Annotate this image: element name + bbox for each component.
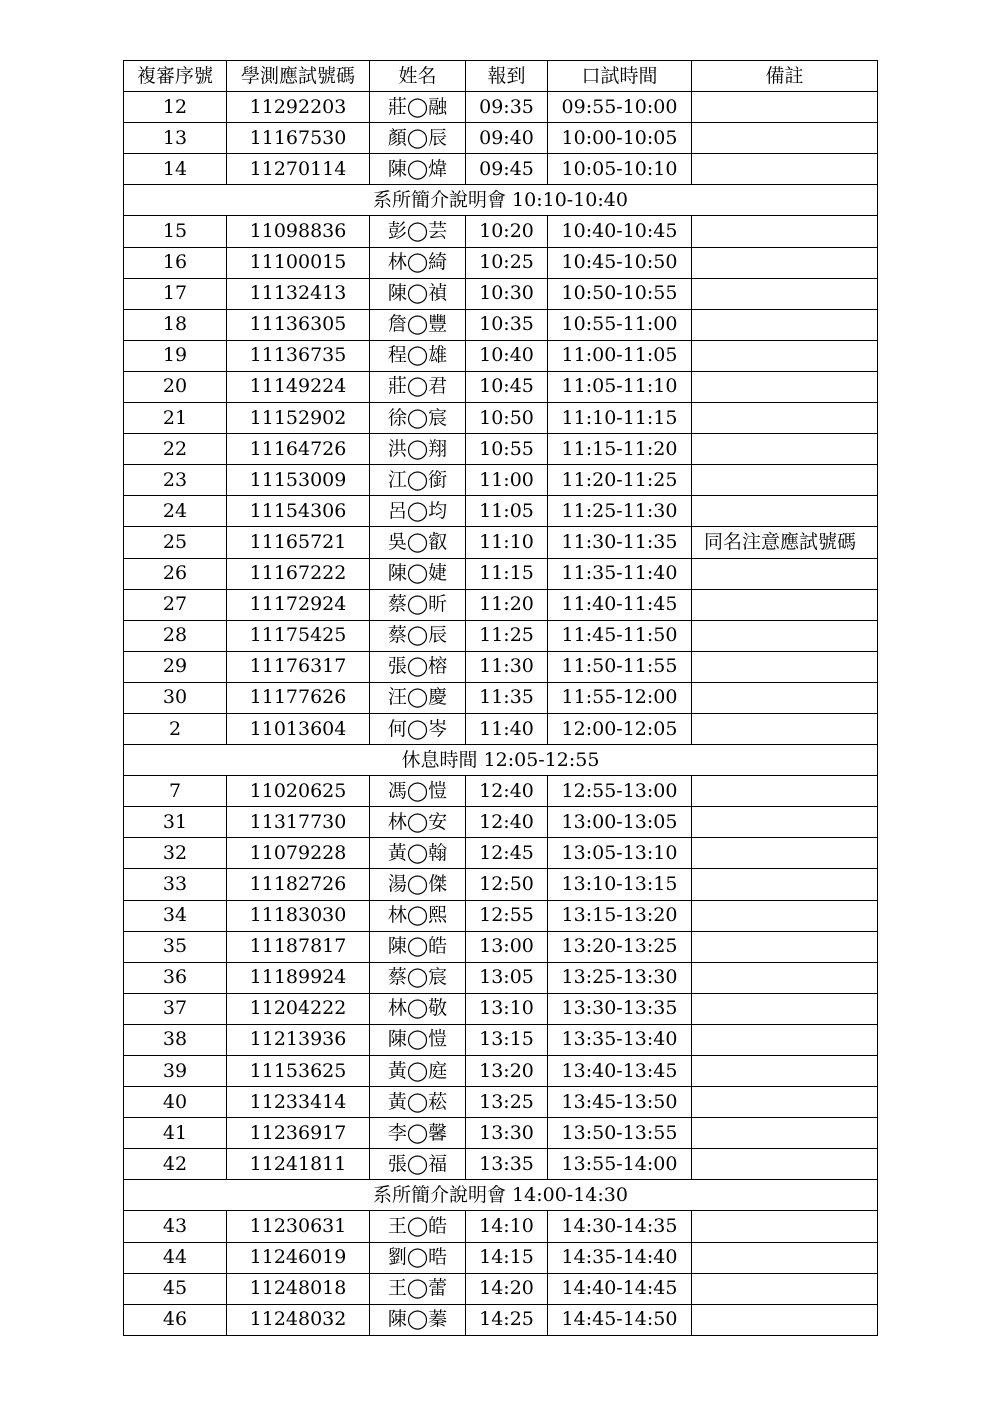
table-row (124, 123, 878, 154)
cell-seq: 35 (124, 931, 227, 962)
cell-interview-time: 11:55-12:00 (548, 682, 692, 713)
cell-check-in: 14:20 (466, 1273, 548, 1304)
table-row (124, 1211, 878, 1242)
cell-note (692, 682, 878, 713)
cell-interview-time: 13:55-14:00 (548, 1149, 692, 1180)
cell-name: 莊◯融 (370, 92, 466, 123)
cell-interview-time: 12:00-12:05 (548, 713, 692, 744)
cell-interview-time: 14:40-14:45 (548, 1273, 692, 1304)
cell-note (692, 869, 878, 900)
cell-note (692, 807, 878, 838)
cell-exam-no: 11241811 (227, 1149, 370, 1180)
cell-check-in: 14:25 (466, 1304, 548, 1335)
cell-check-in: 11:40 (466, 713, 548, 744)
table-row (124, 1118, 878, 1149)
cell-name: 江◯銜 (370, 465, 466, 496)
cell-note (692, 838, 878, 869)
cell-interview-time: 13:40-13:45 (548, 1056, 692, 1087)
cell-exam-no: 11136305 (227, 309, 370, 340)
cell-interview-time: 11:25-11:30 (548, 496, 692, 527)
cell-name: 蔡◯昕 (370, 589, 466, 620)
cell-seq: 41 (124, 1118, 227, 1149)
table-row (124, 869, 878, 900)
cell-check-in: 13:10 (466, 993, 548, 1024)
cell-exam-no: 11183030 (227, 900, 370, 931)
cell-note (692, 931, 878, 962)
cell-check-in: 13:00 (466, 931, 548, 962)
cell-exam-no: 11246019 (227, 1242, 370, 1273)
cell-check-in: 13:05 (466, 962, 548, 993)
cell-seq: 13 (124, 123, 227, 154)
cell-interview-time: 11:35-11:40 (548, 558, 692, 589)
cell-note (692, 558, 878, 589)
cell-interview-time: 09:55-10:00 (548, 92, 692, 123)
cell-interview-time: 11:10-11:15 (548, 403, 692, 434)
cell-seq: 40 (124, 1087, 227, 1118)
cell-check-in: 10:40 (466, 340, 548, 371)
table-row (124, 931, 878, 962)
cell-seq: 25 (124, 527, 227, 558)
cell-interview-time: 14:30-14:35 (548, 1211, 692, 1242)
cell-seq: 44 (124, 1242, 227, 1273)
cell-exam-no: 11236917 (227, 1118, 370, 1149)
cell-check-in: 11:30 (466, 651, 548, 682)
cell-note (692, 465, 878, 496)
cell-note (692, 278, 878, 309)
cell-name: 何◯岑 (370, 713, 466, 744)
table-row (124, 154, 878, 185)
cell-note (692, 1304, 878, 1335)
cell-seq: 22 (124, 434, 227, 465)
table-row (124, 216, 878, 247)
cell-name: 馮◯愷 (370, 776, 466, 807)
cell-note (692, 776, 878, 807)
section-label: 休息時間 12:05-12:55 (124, 745, 878, 776)
table-row (124, 776, 878, 807)
cell-name: 張◯榕 (370, 651, 466, 682)
cell-note: 同名注意應試號碼 (692, 527, 878, 558)
cell-seq: 15 (124, 216, 227, 247)
cell-seq: 16 (124, 247, 227, 278)
cell-name: 陳◯蓁 (370, 1304, 466, 1335)
cell-name: 陳◯婕 (370, 558, 466, 589)
cell-seq: 7 (124, 776, 227, 807)
cell-exam-no: 11248018 (227, 1273, 370, 1304)
cell-seq: 37 (124, 993, 227, 1024)
header-name: 姓名 (370, 61, 466, 92)
cell-exam-no: 11176317 (227, 651, 370, 682)
cell-interview-time: 14:35-14:40 (548, 1242, 692, 1273)
table-row (124, 682, 878, 713)
cell-interview-time: 10:45-10:50 (548, 247, 692, 278)
cell-check-in: 09:45 (466, 154, 548, 185)
cell-note (692, 123, 878, 154)
cell-seq: 12 (124, 92, 227, 123)
cell-exam-no: 11132413 (227, 278, 370, 309)
cell-name: 湯◯傑 (370, 869, 466, 900)
cell-note (692, 900, 878, 931)
cell-exam-no: 11149224 (227, 371, 370, 402)
cell-check-in: 12:55 (466, 900, 548, 931)
cell-interview-time: 13:00-13:05 (548, 807, 692, 838)
cell-name: 林◯熙 (370, 900, 466, 931)
cell-name: 洪◯翔 (370, 434, 466, 465)
cell-seq: 45 (124, 1273, 227, 1304)
cell-note (692, 620, 878, 651)
cell-interview-time: 12:55-13:00 (548, 776, 692, 807)
cell-note (692, 1149, 878, 1180)
cell-exam-no: 11165721 (227, 527, 370, 558)
cell-name: 汪◯慶 (370, 682, 466, 713)
cell-seq: 30 (124, 682, 227, 713)
cell-check-in: 13:30 (466, 1118, 548, 1149)
section-row (124, 1180, 878, 1211)
cell-interview-time: 11:15-11:20 (548, 434, 692, 465)
table-row (124, 1149, 878, 1180)
cell-name: 程◯雄 (370, 340, 466, 371)
cell-name: 蔡◯宸 (370, 962, 466, 993)
cell-seq: 21 (124, 403, 227, 434)
cell-seq: 23 (124, 465, 227, 496)
cell-name: 陳◯禎 (370, 278, 466, 309)
cell-note (692, 993, 878, 1024)
cell-note (692, 371, 878, 402)
cell-seq: 20 (124, 371, 227, 402)
cell-interview-time: 11:50-11:55 (548, 651, 692, 682)
cell-exam-no: 11152902 (227, 403, 370, 434)
cell-check-in: 10:35 (466, 309, 548, 340)
cell-note (692, 1024, 878, 1055)
cell-exam-no: 11213936 (227, 1024, 370, 1055)
cell-check-in: 12:45 (466, 838, 548, 869)
cell-seq: 24 (124, 496, 227, 527)
cell-exam-no: 11167222 (227, 558, 370, 589)
cell-exam-no: 11079228 (227, 838, 370, 869)
table-row (124, 371, 878, 402)
cell-exam-no: 11167530 (227, 123, 370, 154)
cell-name: 張◯福 (370, 1149, 466, 1180)
cell-interview-time: 13:50-13:55 (548, 1118, 692, 1149)
cell-check-in: 11:20 (466, 589, 548, 620)
cell-seq: 33 (124, 869, 227, 900)
cell-name: 林◯綺 (370, 247, 466, 278)
cell-interview-time: 13:10-13:15 (548, 869, 692, 900)
cell-check-in: 10:20 (466, 216, 548, 247)
cell-exam-no: 11189924 (227, 962, 370, 993)
section-row (124, 745, 878, 776)
cell-exam-no: 11204222 (227, 993, 370, 1024)
cell-exam-no: 11172924 (227, 589, 370, 620)
cell-interview-time: 10:05-10:10 (548, 154, 692, 185)
section-row (124, 185, 878, 216)
cell-exam-no: 11020625 (227, 776, 370, 807)
cell-interview-time: 13:45-13:50 (548, 1087, 692, 1118)
cell-exam-no: 11270114 (227, 154, 370, 185)
cell-interview-time: 11:45-11:50 (548, 620, 692, 651)
cell-seq: 34 (124, 900, 227, 931)
table-row (124, 278, 878, 309)
cell-name: 彭◯芸 (370, 216, 466, 247)
cell-name: 呂◯均 (370, 496, 466, 527)
table-row (124, 1087, 878, 1118)
cell-exam-no: 11177626 (227, 682, 370, 713)
cell-exam-no: 11248032 (227, 1304, 370, 1335)
cell-name: 蔡◯辰 (370, 620, 466, 651)
cell-exam-no: 11175425 (227, 620, 370, 651)
cell-seq: 32 (124, 838, 227, 869)
cell-name: 黃◯庭 (370, 1056, 466, 1087)
cell-exam-no: 11136735 (227, 340, 370, 371)
schedule-body (124, 92, 878, 1336)
header-note: 備註 (692, 61, 878, 92)
cell-check-in: 11:05 (466, 496, 548, 527)
cell-name: 陳◯皓 (370, 931, 466, 962)
cell-exam-no: 11153009 (227, 465, 370, 496)
table-row (124, 527, 878, 558)
cell-interview-time: 10:00-10:05 (548, 123, 692, 154)
cell-check-in: 11:15 (466, 558, 548, 589)
cell-note (692, 340, 878, 371)
cell-interview-time: 13:20-13:25 (548, 931, 692, 962)
table-row (124, 900, 878, 931)
cell-interview-time: 11:05-11:10 (548, 371, 692, 402)
header-check-in: 報到 (466, 61, 548, 92)
cell-check-in: 11:35 (466, 682, 548, 713)
cell-name: 王◯蕾 (370, 1273, 466, 1304)
table-row (124, 713, 878, 744)
cell-seq: 38 (124, 1024, 227, 1055)
cell-note (692, 962, 878, 993)
cell-interview-time: 11:40-11:45 (548, 589, 692, 620)
table-row (124, 1273, 878, 1304)
cell-note (692, 651, 878, 682)
cell-note (692, 1087, 878, 1118)
cell-interview-time: 11:20-11:25 (548, 465, 692, 496)
cell-exam-no: 11182726 (227, 869, 370, 900)
cell-check-in: 11:10 (466, 527, 548, 558)
cell-seq: 46 (124, 1304, 227, 1335)
cell-note (692, 1273, 878, 1304)
header-row (124, 61, 878, 92)
cell-interview-time: 14:45-14:50 (548, 1304, 692, 1335)
cell-note (692, 434, 878, 465)
cell-check-in: 10:30 (466, 278, 548, 309)
cell-check-in: 11:00 (466, 465, 548, 496)
cell-check-in: 12:40 (466, 776, 548, 807)
cell-note (692, 247, 878, 278)
cell-name: 劉◯晧 (370, 1242, 466, 1273)
cell-interview-time: 10:50-10:55 (548, 278, 692, 309)
table-row (124, 247, 878, 278)
cell-seq: 31 (124, 807, 227, 838)
cell-seq: 18 (124, 309, 227, 340)
cell-check-in: 09:40 (466, 123, 548, 154)
cell-interview-time: 13:05-13:10 (548, 838, 692, 869)
cell-name: 陳◯煒 (370, 154, 466, 185)
cell-check-in: 10:45 (466, 371, 548, 402)
cell-name: 吳◯叡 (370, 527, 466, 558)
header-seq: 複審序號 (124, 61, 227, 92)
cell-seq: 42 (124, 1149, 227, 1180)
cell-exam-no: 11013604 (227, 713, 370, 744)
section-label: 系所簡介說明會 10:10-10:40 (124, 185, 878, 216)
cell-name: 黃◯菘 (370, 1087, 466, 1118)
cell-seq: 29 (124, 651, 227, 682)
cell-interview-time: 11:00-11:05 (548, 340, 692, 371)
cell-name: 李◯馨 (370, 1118, 466, 1149)
cell-check-in: 10:55 (466, 434, 548, 465)
cell-note (692, 216, 878, 247)
cell-check-in: 13:20 (466, 1056, 548, 1087)
cell-name: 陳◯愷 (370, 1024, 466, 1055)
cell-note (692, 309, 878, 340)
table-row (124, 92, 878, 123)
table-row (124, 496, 878, 527)
cell-note (692, 589, 878, 620)
cell-seq: 28 (124, 620, 227, 651)
cell-check-in: 11:25 (466, 620, 548, 651)
cell-exam-no: 11292203 (227, 92, 370, 123)
table-row (124, 403, 878, 434)
cell-exam-no: 11100015 (227, 247, 370, 278)
cell-check-in: 14:15 (466, 1242, 548, 1273)
cell-name: 莊◯君 (370, 371, 466, 402)
cell-interview-time: 10:55-11:00 (548, 309, 692, 340)
cell-check-in: 10:50 (466, 403, 548, 434)
cell-check-in: 12:40 (466, 807, 548, 838)
cell-exam-no: 11187817 (227, 931, 370, 962)
cell-seq: 19 (124, 340, 227, 371)
cell-name: 詹◯豐 (370, 309, 466, 340)
cell-interview-time: 10:40-10:45 (548, 216, 692, 247)
cell-interview-time: 13:35-13:40 (548, 1024, 692, 1055)
cell-seq: 14 (124, 154, 227, 185)
cell-check-in: 13:35 (466, 1149, 548, 1180)
cell-exam-no: 11154306 (227, 496, 370, 527)
cell-note (692, 1242, 878, 1273)
cell-name: 林◯敬 (370, 993, 466, 1024)
cell-interview-time: 13:15-13:20 (548, 900, 692, 931)
cell-exam-no: 11153625 (227, 1056, 370, 1087)
cell-note (692, 92, 878, 123)
cell-exam-no: 11164726 (227, 434, 370, 465)
table-row (124, 838, 878, 869)
cell-check-in: 12:50 (466, 869, 548, 900)
cell-name: 徐◯宸 (370, 403, 466, 434)
cell-exam-no: 11233414 (227, 1087, 370, 1118)
cell-note (692, 1118, 878, 1149)
table-row (124, 589, 878, 620)
cell-note (692, 1211, 878, 1242)
cell-exam-no: 11098836 (227, 216, 370, 247)
table-row (124, 962, 878, 993)
cell-seq: 26 (124, 558, 227, 589)
table-row (124, 1056, 878, 1087)
cell-check-in: 13:15 (466, 1024, 548, 1055)
header-interview-time: 口試時間 (548, 61, 692, 92)
table-row (124, 651, 878, 682)
table-row (124, 309, 878, 340)
table-row (124, 465, 878, 496)
cell-exam-no: 11230631 (227, 1211, 370, 1242)
cell-note (692, 154, 878, 185)
cell-interview-time: 13:30-13:35 (548, 993, 692, 1024)
cell-exam-no: 11317730 (227, 807, 370, 838)
cell-note (692, 713, 878, 744)
cell-seq: 27 (124, 589, 227, 620)
cell-seq: 17 (124, 278, 227, 309)
cell-note (692, 1056, 878, 1087)
cell-name: 顏◯辰 (370, 123, 466, 154)
cell-seq: 36 (124, 962, 227, 993)
cell-name: 王◯皓 (370, 1211, 466, 1242)
table-row (124, 620, 878, 651)
cell-check-in: 09:35 (466, 92, 548, 123)
table-row (124, 1242, 878, 1273)
cell-check-in: 13:25 (466, 1087, 548, 1118)
cell-check-in: 14:10 (466, 1211, 548, 1242)
cell-interview-time: 13:25-13:30 (548, 962, 692, 993)
cell-note (692, 403, 878, 434)
cell-seq: 39 (124, 1056, 227, 1087)
table-row (124, 807, 878, 838)
table-row (124, 558, 878, 589)
cell-seq: 43 (124, 1211, 227, 1242)
cell-seq: 2 (124, 713, 227, 744)
table-row (124, 434, 878, 465)
cell-name: 林◯安 (370, 807, 466, 838)
interview-schedule-table (123, 60, 878, 1336)
section-label: 系所簡介說明會 14:00-14:30 (124, 1180, 878, 1211)
cell-interview-time: 11:30-11:35 (548, 527, 692, 558)
header-exam-no: 學測應試號碼 (227, 61, 370, 92)
table-row (124, 340, 878, 371)
cell-name: 黃◯翰 (370, 838, 466, 869)
table-row (124, 1024, 878, 1055)
cell-note (692, 496, 878, 527)
table-row (124, 1304, 878, 1335)
cell-check-in: 10:25 (466, 247, 548, 278)
table-row (124, 993, 878, 1024)
